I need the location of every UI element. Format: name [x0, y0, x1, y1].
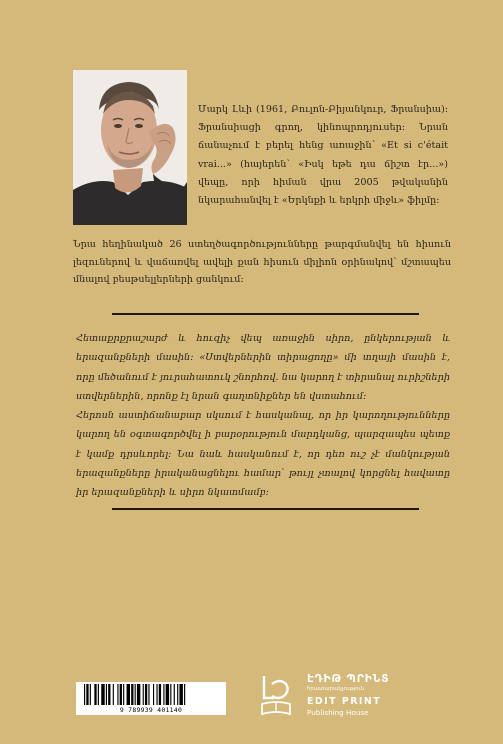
- publisher-house-english: Publishing House: [307, 708, 369, 717]
- isbn-barcode: [76, 682, 226, 715]
- publisher-subtitle-armenian: հրատարակչություն: [307, 686, 365, 692]
- publisher-block: [307, 673, 427, 718]
- description-paragraph-1: Հետաքրքրաշարժ և հուզիչ վեպ առաջին սիրո, ընկերության և երազանքների մասին։ «Ստվերներին տիրացողը» մի տղայի մասին է, որը մեծանում է յուրահատուկ շնորհով. նա կարող է տիրանալ ուրիշների ստվերներին, որոնք էլ նրան գաղտնիքներ են վստահում։: [76, 333, 450, 402]
- author-bio-intro: Մարկ Լևի (1961, Բուլոն-Բիյանկուր, Ֆրանսիա)։ Ֆրանսիացի գրող, կինոպրոդյուսեր։ Նրան ճանաչում է բերել հենց առաջին՝ «Et si c'était vrai...» (հայերեն՝ «Իսկ եթե դա ճիշտ էր...») վեպը, որի հիման վրա 2005 թվականին նկարահանվել է «Երկնքի և երկրի միջև» ֆիլմը։: [198, 104, 448, 207]
- publisher-name-armenian: ԷԴԻԹ ՊՐԻՆՏ: [307, 673, 390, 685]
- divider-top: [112, 313, 419, 315]
- divider-bottom: [112, 508, 419, 510]
- publisher-logo-icon: [258, 672, 294, 718]
- book-description: [76, 329, 450, 503]
- author-bio-continuation: Նրա հեղինակած 26 ստեղծագործությունները թարգմանվել են հիսուն լեզուներով և վաճառվել ավելի քան հիսուն միլիոն օրինակով՝ մշտապես մնալով բեսթսելլերների ցանկում։: [73, 239, 451, 285]
- barcode-bars: [76, 682, 226, 706]
- barcode-number: 9 789939 401140: [119, 706, 183, 714]
- author-photo: [73, 70, 187, 225]
- publisher-name-english: EDIT PRINT: [307, 696, 382, 707]
- description-paragraph-2: Հերոսն աստիճանաբար սկսում է հասկանալ, որ իր կարողությունները կարող են օգտագործվել ի բարօրություն մարդկանց, պարզապես պետք է կամք դրսևորել։ Նա նաև հասկանում է, որ դեռ ուշ չէ մանկության երազանքները իրականացնելու համար՝ թույլ չտալով կորցնել հավատը իր երազանքների և սիրո նկատմամբ։: [76, 410, 450, 499]
